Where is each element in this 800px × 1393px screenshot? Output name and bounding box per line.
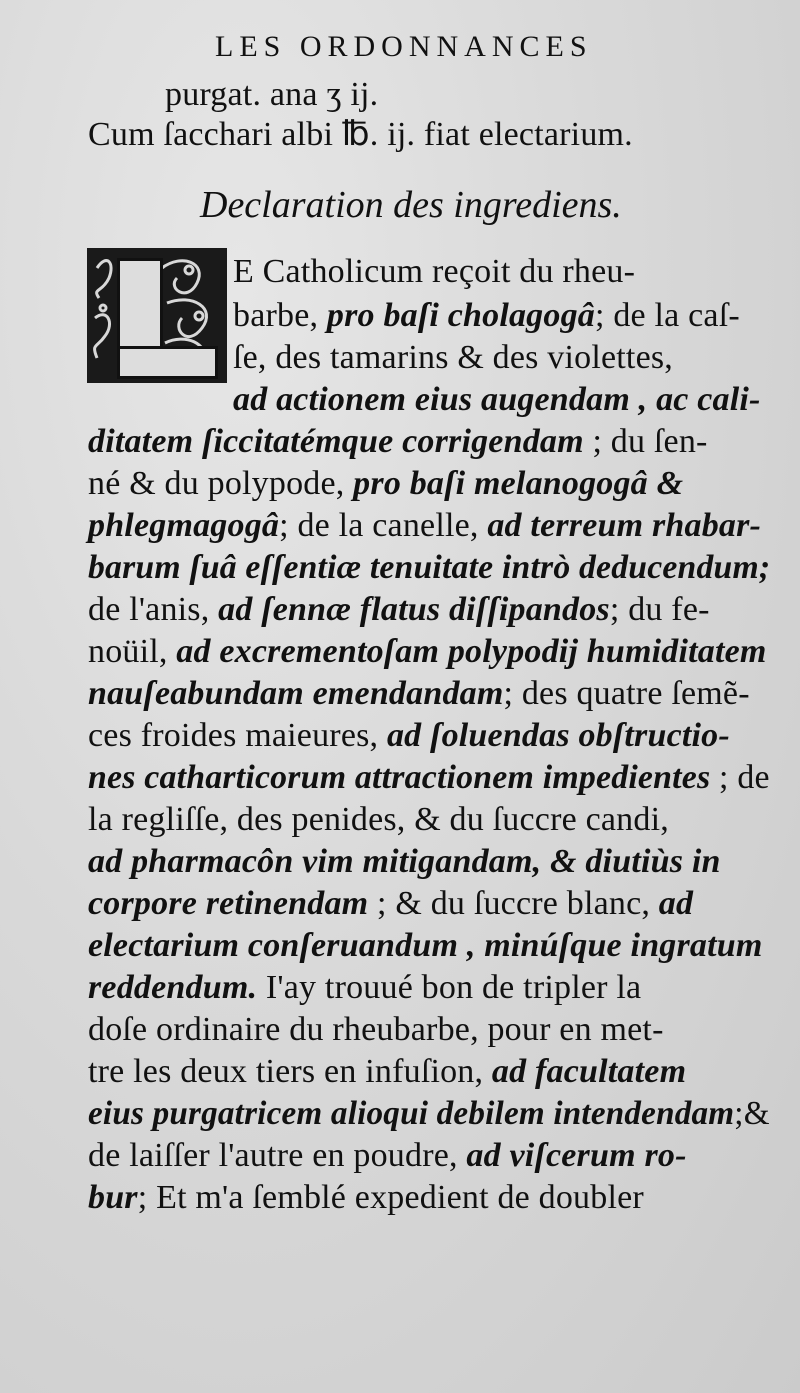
text-italic: reddendum. — [88, 969, 258, 1006]
text-italic: ad ſoluendas obſtructio- — [378, 717, 730, 754]
text-line: barum ſuâ eſſentiæ tenuitate intrò deducendum; — [88, 549, 771, 586]
text-line — [88, 716, 730, 756]
text-italic: ad facultatem — [483, 1053, 687, 1090]
text-roman: ; des quatre ſemẽ- — [503, 675, 750, 712]
text-line: electarium conſeruandum , minúſque ingratum — [88, 927, 763, 964]
text-line — [88, 464, 683, 504]
text-italic: ad — [650, 885, 694, 922]
text-roman: de l'anis, — [88, 591, 210, 628]
text-roman: ;& — [734, 1095, 770, 1132]
text-line: ad pharmacôn vim mitigandam, & diutiùs in — [88, 843, 721, 880]
text-line — [88, 1094, 770, 1134]
text-italic: phlegmagogâ — [88, 507, 280, 544]
text-roman: ; de la caſ- — [594, 297, 740, 334]
text-line: ad actionem eius augendam , ac cali- — [233, 381, 761, 418]
text-italic: nauſeabundam emendandam — [88, 675, 504, 712]
text-line — [88, 632, 767, 672]
text-line — [88, 1136, 687, 1176]
text-line — [88, 1052, 686, 1092]
text-italic: pro baſi cholagogâ — [326, 297, 595, 334]
text-italic: ad excrementoſam polypodij humiditatem — [167, 633, 767, 670]
text-roman: tre les deux tiers en infuſion, — [88, 1053, 484, 1090]
text-italic: ad ſennæ flatus diſſipandos — [209, 591, 610, 628]
text-line: ſe, des tamarins & des violettes, — [233, 339, 674, 376]
text-line — [88, 422, 708, 462]
text-line: Cum ſacchari albi ℔. ij. fiat electarium. — [88, 116, 633, 153]
dropcap-letter-foot — [117, 346, 218, 379]
section-heading: Declaration des ingrediens. — [200, 184, 622, 226]
text-line — [88, 674, 750, 714]
text-italic: nes catharticorum attractionem impedientes — [88, 759, 711, 796]
text-italic: eius purgatricem alioqui debilem intendendam — [88, 1095, 735, 1132]
text-roman: ; du ſen- — [583, 423, 708, 460]
text-line — [88, 884, 693, 924]
text-line — [88, 590, 710, 630]
text-roman: de laiſſer l'autre en poudre, — [88, 1137, 458, 1174]
text-italic: bur — [88, 1179, 138, 1216]
text-italic: ditatem ſiccitatémque corrigendam — [88, 423, 584, 460]
text-line — [88, 758, 770, 798]
text-roman: ; Et m'a ſemblé expedient de doubler — [137, 1179, 644, 1216]
ornamental-dropcap — [87, 248, 227, 383]
text-roman: noüil, — [88, 633, 168, 670]
text-line: doſe ordinaire du rheubarbe, pour en met- — [88, 1011, 664, 1048]
text-line — [88, 1178, 644, 1218]
text-roman: ; de la canelle, — [279, 507, 479, 544]
text-italic: corpore retinendam — [88, 885, 369, 922]
text-line — [233, 296, 740, 336]
text-italic: ad viſcerum ro- — [457, 1137, 687, 1174]
text-roman: ces froides maieures, — [88, 717, 379, 754]
text-italic: ad terreum rhabar- — [478, 507, 762, 544]
text-line: la regliſſe, des penides, & du ſuccre candi, — [88, 801, 669, 838]
running-head: LES ORDONNANCES — [215, 30, 593, 63]
text-line: E Catholicum reçoit du rheu- — [233, 253, 636, 290]
text-line: purgat. ana ʒ ij. — [165, 76, 379, 113]
text-roman: ; du fe- — [609, 591, 710, 628]
text-roman: ; & du ſuccre blanc, — [368, 885, 651, 922]
text-roman: né & du polypode, — [88, 465, 345, 502]
text-line — [88, 968, 641, 1008]
text-roman: ; de — [710, 759, 770, 796]
text-roman: barbe, — [233, 297, 319, 334]
text-line — [88, 506, 761, 546]
text-roman: I'ay trouué bon de tripler la — [257, 969, 642, 1006]
text-italic: pro baſi melanogogâ & — [344, 465, 684, 502]
